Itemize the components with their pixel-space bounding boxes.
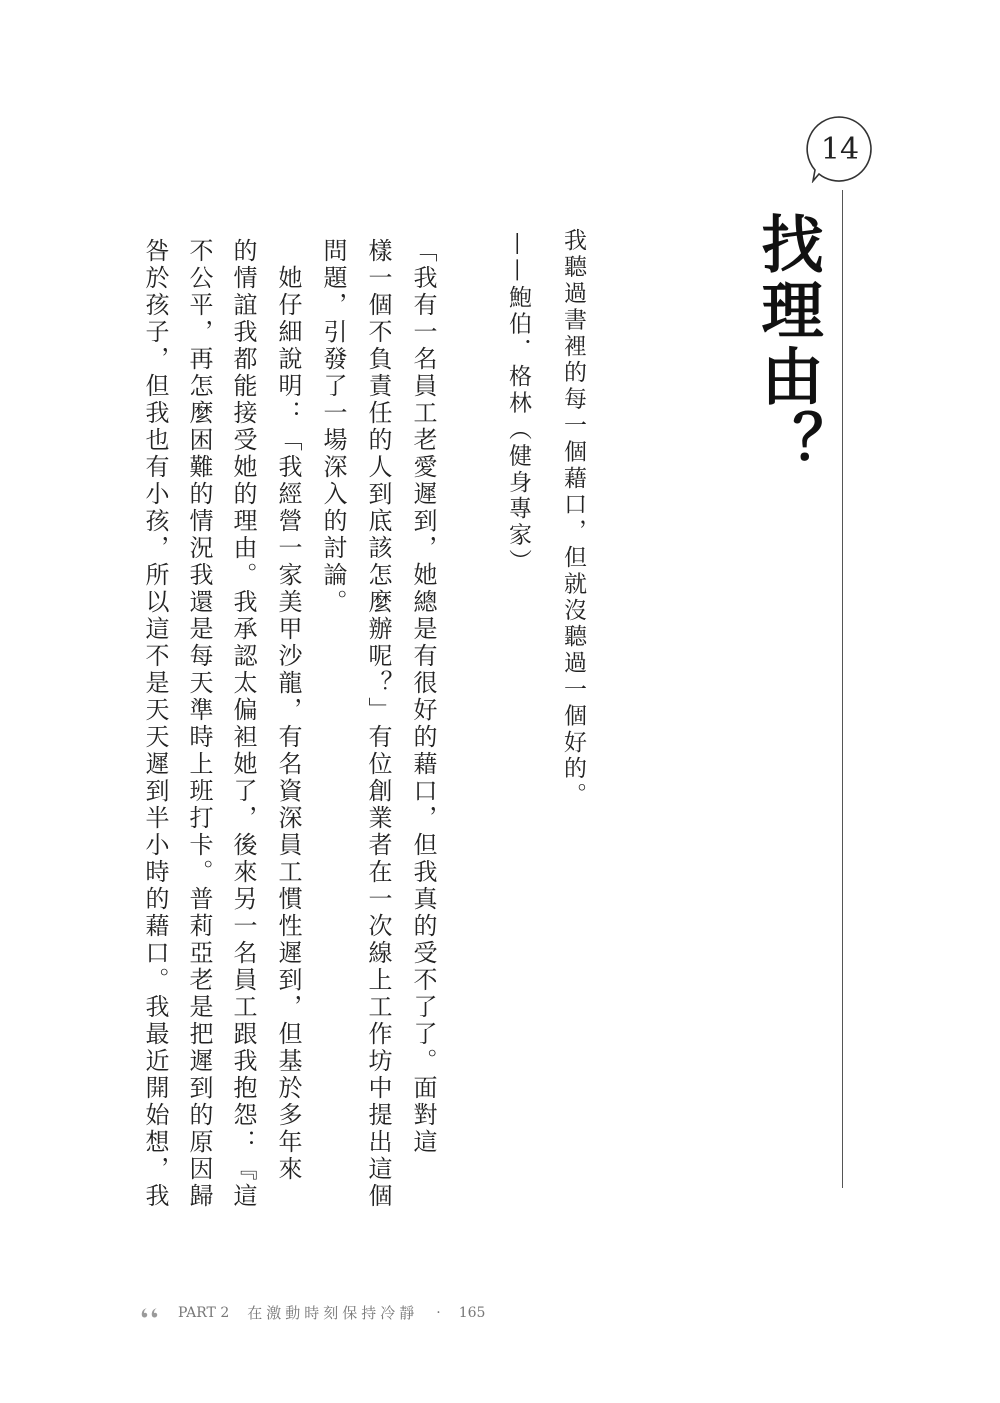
chapter-divider-line <box>842 190 843 1188</box>
body-line: 不公平，再怎麼困難的情況我還是每天準時上班打卡。普莉亞老是把遲到的原因歸 <box>185 238 213 1210</box>
body-line: 咎於孩子，但我也有小孩，所以這不是天天遲到半小時的藉口。我最近開始想，我 <box>141 238 169 1210</box>
page-number: 165 <box>458 1304 486 1321</box>
chapter-title: 找理由？ <box>751 212 824 476</box>
page-footer <box>140 1302 485 1323</box>
footer-separator: · <box>436 1304 441 1321</box>
chapter-number: 14 <box>820 132 860 167</box>
footer-part: PART 2 <box>178 1304 230 1321</box>
body-line: 樣一個不負責任的人到底該怎麼辦呢？」有位創業者在一次線上工作坊中提出這個 <box>364 238 392 1210</box>
body-line: 她仔細說明：「我經營一家美甲沙龍，有名資深員工慣性遲到，但基於多年來 <box>274 238 302 1183</box>
epigraph-attribution: ——鮑伯．格林（健身專家） <box>505 232 531 576</box>
epigraph-quote: 我聽過書裡的每一個藉口，但就沒聽過一個好的。 <box>560 228 586 809</box>
body-line: 的情誼我都能接受她的理由。我承認太偏袒她了，後來另一名員工跟我抱怨：『這 <box>229 238 257 1210</box>
body-line: 「我有一名員工老愛遲到，她總是有很好的藉口，但我真的受不了了。面對這 <box>409 238 437 1156</box>
footer-section-title: 在激動時刻保持冷靜 <box>247 1304 419 1322</box>
quote-marks-icon <box>140 1306 160 1320</box>
body-line: 問題，引發了一場深入的討論。 <box>319 238 347 616</box>
